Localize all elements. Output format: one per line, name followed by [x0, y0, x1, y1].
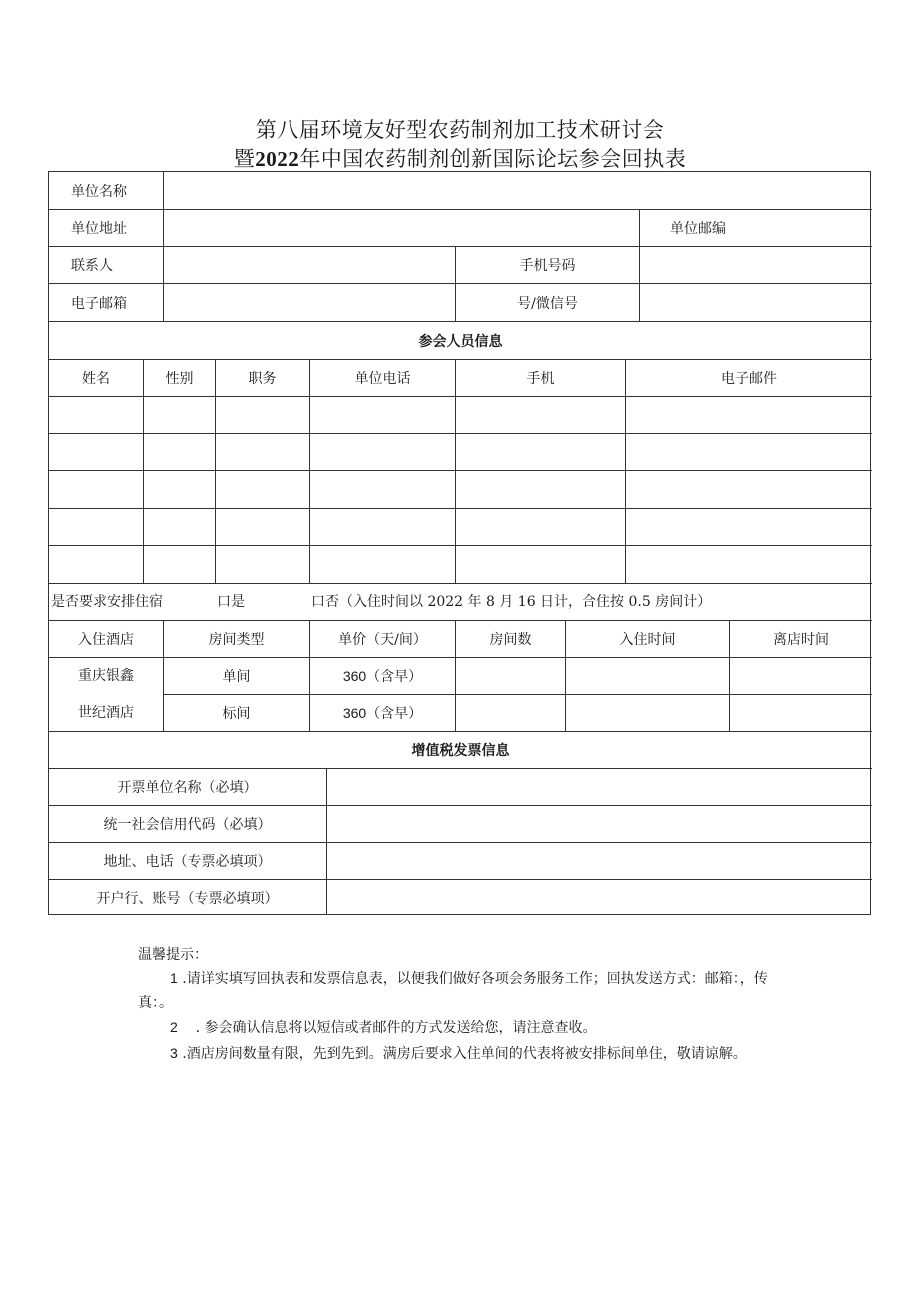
invoice-address-phone-field[interactable] [327, 843, 872, 880]
note-2: 2 . 参会确认信息将以短信或者邮件的方式发送给您，请注意查收。 [170, 1019, 597, 1036]
attendee-cell[interactable] [310, 397, 456, 434]
note-3: 3 .酒店房间数量有限，先到先到。满房后要求入住单间的代表将被安排标间单住，敬请谅解。 [170, 1045, 747, 1062]
checkin-single[interactable] [566, 658, 730, 695]
col-room-type: 房间类型 [164, 621, 310, 658]
col-office-phone: 单位电话 [310, 360, 456, 397]
room-price-single: 360（含早） [310, 658, 456, 695]
contact-label: 联系人 [49, 247, 164, 284]
checkout-double[interactable] [730, 695, 872, 732]
attendee-cell[interactable] [626, 471, 872, 509]
attendee-cell[interactable] [49, 471, 144, 509]
invoice-address-phone-label: 地址、电话（专票必填项） [49, 843, 327, 880]
attendee-cell[interactable] [310, 434, 456, 471]
col-gender: 性别 [144, 360, 216, 397]
notes-heading: 温馨提示： [138, 947, 208, 963]
lodging-question: 是否要求安排住宿 [51, 594, 163, 610]
form-title-line2: 暨2022年中国农药制剂创新国际论坛参会回执表 [233, 147, 687, 171]
attendee-cell[interactable] [626, 509, 872, 546]
attendee-cell[interactable] [456, 471, 626, 509]
email-field[interactable] [164, 284, 456, 322]
room-type-double: 标间 [164, 695, 310, 732]
attendee-cell[interactable] [144, 509, 216, 546]
registration-form-table [48, 171, 871, 915]
attendee-cell[interactable] [144, 471, 216, 509]
attendee-cell[interactable] [626, 546, 872, 584]
lodging-no-checkbox[interactable]: 口否（入住时间以 2022 年 8 月 16 日计，合住按 0.5 房间计） [311, 594, 712, 610]
attendee-cell[interactable] [626, 397, 872, 434]
wechat-label: 号/微信号 [456, 284, 640, 322]
note-1: 1 .请详实填写回执表和发票信息表，以便我们做好各项会务服务工作；回执发送方式：邮箱：，传 [170, 970, 768, 987]
contact-field[interactable] [164, 247, 456, 284]
attendee-cell[interactable] [49, 397, 144, 434]
lodging-yes-checkbox[interactable]: 口是 [217, 594, 245, 610]
room-price-double: 360（含早） [310, 695, 456, 732]
attendee-cell[interactable] [456, 397, 626, 434]
attendee-cell[interactable] [144, 434, 216, 471]
org-postcode-label: 单位邮编 [640, 210, 872, 247]
invoice-section-title: 增值税发票信息 [49, 732, 872, 769]
attendee-cell[interactable] [49, 509, 144, 546]
room-type-single: 单间 [164, 658, 310, 695]
attendee-cell[interactable] [144, 397, 216, 434]
note-1-continued: 真：。 [138, 995, 173, 1011]
col-price: 单价（天/间） [310, 621, 456, 658]
col-checkin: 入住时间 [566, 621, 730, 658]
attendee-cell[interactable] [216, 546, 310, 584]
invoice-company-label: 开票单位名称（必填） [49, 769, 327, 806]
attendee-cell[interactable] [456, 434, 626, 471]
attendee-cell[interactable] [216, 397, 310, 434]
room-count-single[interactable] [456, 658, 566, 695]
org-address-label: 单位地址 [49, 210, 164, 247]
form-title-line1: 第八届环境友好型农药制剂加工技术研讨会 [255, 118, 665, 142]
checkout-single[interactable] [730, 658, 872, 695]
col-position: 职务 [216, 360, 310, 397]
attendees-section-title: 参会人员信息 [49, 322, 872, 360]
attendee-cell[interactable] [310, 546, 456, 584]
hotel-name: 重庆银鑫 世纪酒店 [49, 658, 164, 732]
org-address-field[interactable] [164, 210, 640, 247]
org-name-label: 单位名称 [49, 172, 164, 210]
attendee-cell[interactable] [216, 471, 310, 509]
attendee-cell[interactable] [216, 509, 310, 546]
invoice-company-field[interactable] [327, 769, 872, 806]
attendee-cell[interactable] [456, 546, 626, 584]
invoice-bank-field[interactable] [327, 880, 872, 915]
invoice-credit-code-label: 统一社会信用代码（必填） [49, 806, 327, 843]
col-email: 电子邮件 [626, 360, 872, 397]
org-name-field[interactable] [164, 172, 872, 210]
attendee-cell[interactable] [144, 546, 216, 584]
attendee-cell[interactable] [456, 509, 626, 546]
email-label: 电子邮箱 [49, 284, 164, 322]
room-count-double[interactable] [456, 695, 566, 732]
mobile-field[interactable] [640, 247, 872, 284]
mobile-label: 手机号码 [456, 247, 640, 284]
invoice-bank-label: 开户行、账号（专票必填项） [49, 880, 327, 915]
attendee-cell[interactable] [310, 509, 456, 546]
col-room-count: 房间数 [456, 621, 566, 658]
col-name: 姓名 [49, 360, 144, 397]
attendee-cell[interactable] [49, 434, 144, 471]
attendee-cell[interactable] [626, 434, 872, 471]
col-checkout: 离店时间 [730, 621, 872, 658]
col-hotel: 入住酒店 [49, 621, 164, 658]
lodging-question-row [49, 584, 872, 621]
col-mobile: 手机 [456, 360, 626, 397]
checkin-double[interactable] [566, 695, 730, 732]
wechat-field[interactable] [640, 284, 872, 322]
invoice-credit-code-field[interactable] [327, 806, 872, 843]
attendee-cell[interactable] [310, 471, 456, 509]
attendee-cell[interactable] [49, 546, 144, 584]
attendee-cell[interactable] [216, 434, 310, 471]
